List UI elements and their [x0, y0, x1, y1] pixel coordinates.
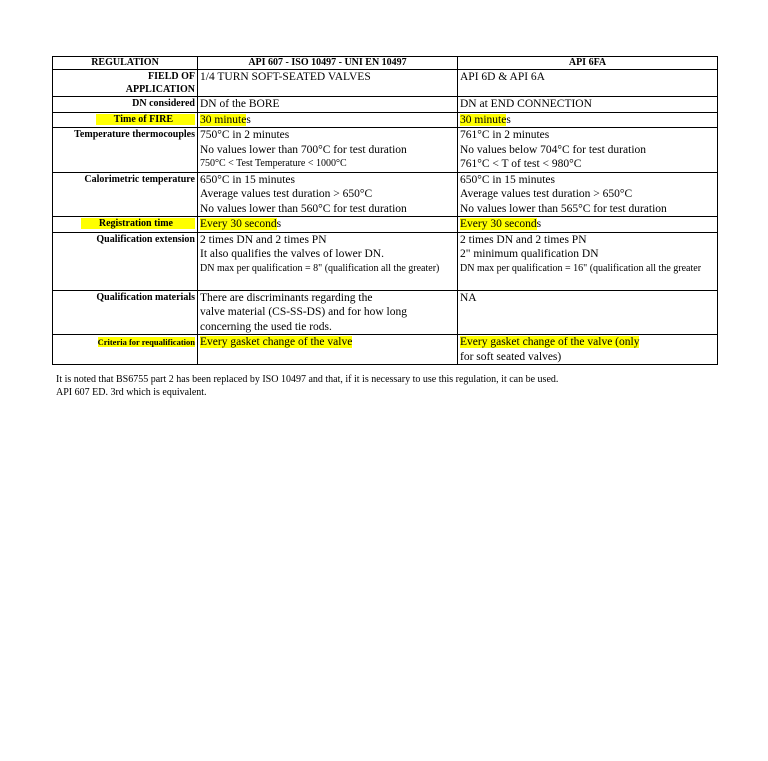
label-registration-time	[53, 217, 198, 233]
thermo-api607-line2: No values lower than 700°C for test duration	[200, 143, 407, 156]
qual-ext-api6fa-line1: 2 times DN and 2 times PN	[460, 233, 587, 246]
regulation-comparison-table	[52, 56, 718, 365]
thermo-api6fa-line2: No values below 704°C for test duration	[460, 143, 647, 156]
calor-api6fa	[458, 172, 718, 217]
thermo-api607	[198, 128, 458, 173]
row-calorimetric-temperature	[53, 172, 718, 217]
qual-ext-api607	[198, 232, 458, 290]
criteria-api6fa-line1-wrap	[460, 335, 715, 350]
qual-ext-api6fa-line2: 2" minimum qualification DN	[460, 248, 599, 260]
label-calorimetric-temperature: Calorimetric temperature	[53, 172, 198, 217]
header-row	[53, 57, 718, 70]
row-dn-considered	[53, 97, 718, 113]
row-time-of-fire	[53, 112, 718, 128]
fire-api607-rest: s	[246, 113, 251, 126]
footnote-line1: It is noted that BS6755 part 2 has been replaced by ISO 10497 and that, if it is necessary to use this regulation, it can be used.	[56, 374, 559, 385]
fire-api6fa	[458, 112, 718, 128]
row-qualification-extension	[53, 232, 718, 290]
dn-api6fa: DN at END CONNECTION	[458, 97, 718, 113]
calor-api607-line2: Average values test duration > 650°C	[200, 188, 373, 200]
criteria-api6fa	[458, 335, 718, 365]
header-api6fa: API 6FA	[458, 57, 718, 70]
thermo-api6fa	[458, 128, 718, 173]
fire-api6fa-highlight: 30 minute	[460, 113, 507, 126]
calor-api6fa-line3: No values lower than 565°C for test duration	[460, 202, 667, 215]
label-criteria-text: Criteria for requalification	[97, 337, 195, 347]
label-qualification-extension: Qualification extension	[53, 232, 198, 290]
criteria-api6fa-highlight: Every gasket change of the valve (only	[460, 336, 640, 348]
row-temperature-thermocouples	[53, 128, 718, 173]
calor-api607-line3: No values lower than 560°C for test duration	[200, 202, 407, 215]
qual-mat-api607	[198, 290, 458, 335]
row-field-of-application	[53, 70, 718, 97]
qual-mat-api607-line3: concerning the used tie rods.	[200, 320, 332, 333]
thermo-api6fa-line1: 761°C in 2 minutes	[460, 129, 550, 141]
label-qualification-materials: Qualification materials	[53, 290, 198, 335]
qual-ext-api607-line3: DN max per qualification = 8" (qualification all the greater)	[200, 262, 440, 274]
criteria-api607	[198, 335, 458, 365]
qual-mat-api607-line1: There are discriminants regarding the	[200, 291, 373, 304]
row-criteria-for-requalification	[53, 335, 718, 365]
registration-api607-rest: s	[276, 218, 282, 230]
label-criteria-for-requalification	[53, 335, 198, 365]
criteria-api607-highlight: Every gasket change of the valve	[200, 336, 353, 348]
footnote	[56, 374, 736, 399]
row-registration-time	[53, 217, 718, 233]
label-time-of-fire	[53, 112, 198, 128]
label-time-of-fire-text: Time of FIRE	[96, 114, 195, 125]
dn-api607: DN of the BORE	[198, 97, 458, 113]
label-field-line2: APPLICATION	[125, 83, 195, 95]
calor-api607	[198, 172, 458, 217]
label-field-line1: FIELD OF	[148, 71, 195, 82]
criteria-api6fa-line2: for soft seated valves)	[460, 350, 562, 363]
label-dn-considered: DN considered	[53, 97, 198, 113]
label-registration-time-text: Registration time	[81, 218, 195, 229]
fire-api607	[198, 112, 458, 128]
qual-ext-api6fa-line3: DN max per qualification = 16" (qualification all the greater	[460, 262, 702, 274]
qual-ext-api6fa	[458, 232, 718, 290]
field-api607: 1/4 TURN SOFT-SEATED VALVES	[198, 70, 458, 97]
calor-api6fa-line1: 650°C in 15 minutes	[460, 173, 556, 186]
field-api6fa: API 6D & API 6A	[458, 70, 718, 97]
thermo-api607-line3: 750°C < Test Temperature < 1000°C	[200, 158, 347, 169]
qual-ext-api607-line1: 2 times DN and 2 times PN	[200, 233, 327, 246]
footnote-line2: API 607 ED. 3rd which is equivalent.	[56, 386, 207, 398]
thermo-api607-line1: 750°C in 2 minutes	[200, 129, 290, 141]
fire-api6fa-rest: s	[506, 113, 511, 126]
registration-api6fa	[458, 217, 718, 233]
fire-api607-highlight: 30 minute	[200, 113, 247, 126]
registration-api607	[198, 217, 458, 233]
label-temperature-thermocouples: Temperature thermocouples	[53, 128, 198, 173]
header-regulation: REGULATION	[53, 57, 198, 70]
qual-ext-api607-line2: It also qualifies the valves of lower DN.	[200, 248, 384, 260]
qual-mat-api607-line2: valve material (CS-SS-DS) and for how long	[200, 306, 407, 318]
registration-api6fa-rest: s	[536, 218, 542, 230]
row-qualification-materials	[53, 290, 718, 335]
registration-api6fa-highlight: Every 30 second	[460, 218, 537, 230]
registration-api607-highlight: Every 30 second	[200, 218, 277, 230]
calor-api6fa-line2: Average values test duration > 650°C	[460, 188, 633, 200]
thermo-api6fa-line3: 761°C < T of test < 980°C	[460, 158, 582, 170]
calor-api607-line1: 650°C in 15 minutes	[200, 173, 296, 186]
label-field-of-application	[53, 70, 198, 97]
qual-mat-api6fa: NA	[458, 290, 718, 335]
header-api607: API 607 - ISO 10497 - UNI EN 10497	[198, 57, 458, 70]
